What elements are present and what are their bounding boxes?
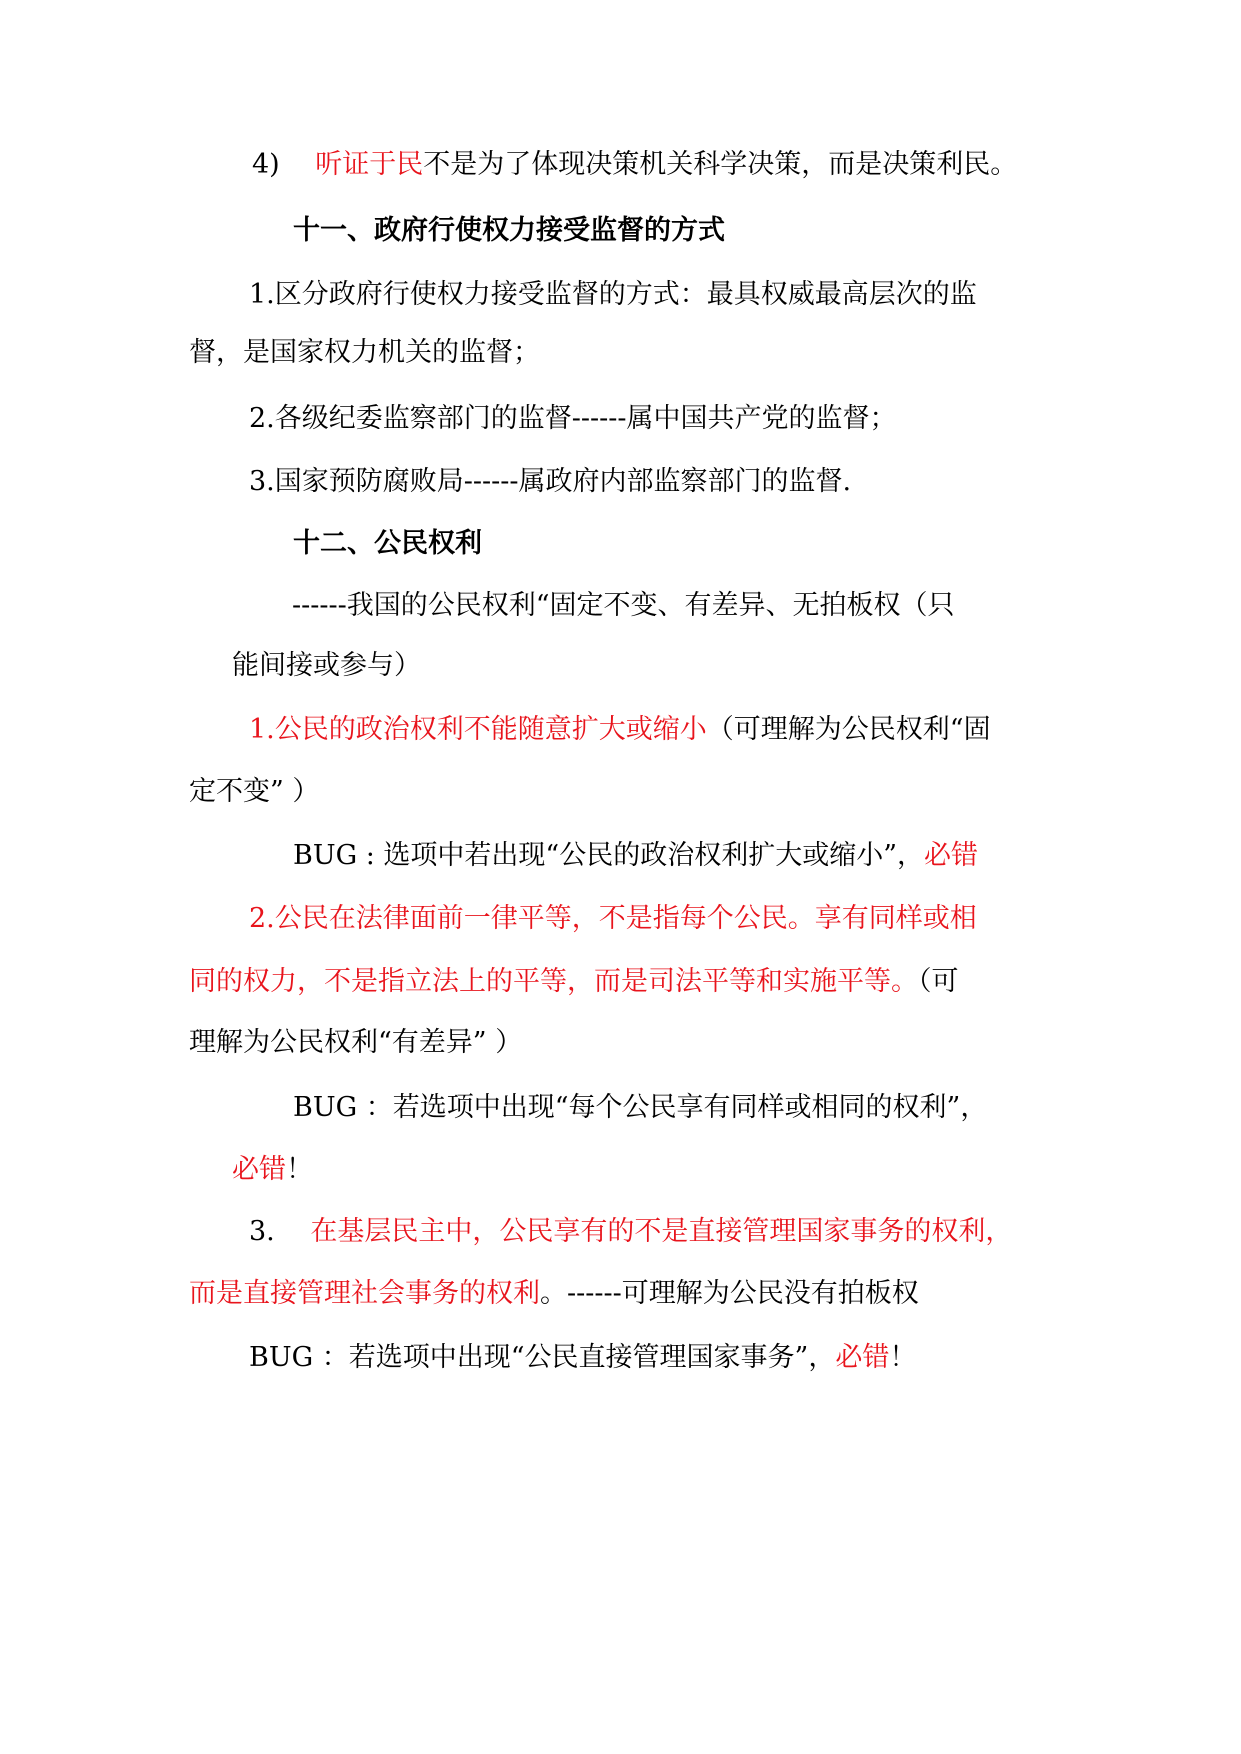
text-line (189, 1277, 919, 1311)
text-run: 。------可理解为公民没有拍板权 (540, 1278, 919, 1309)
text-run: 1.区分政府行使权力接受监督的方式：最具权威最高层次的监 (249, 279, 977, 310)
text-line (189, 775, 319, 809)
text-run: BUG ：若选项中出现“每个公民享有同样或相同的权利”， (293, 1092, 988, 1123)
section-heading (293, 527, 482, 561)
section-heading (293, 214, 725, 248)
text-line (293, 839, 978, 873)
highlight-text: 1.公民的政治权利不能随意扩大或缩小 (249, 714, 707, 745)
text-run: 十二、公民权利 (293, 528, 482, 559)
text-run: 4) (252, 149, 316, 180)
text-run: 能间接或参与） (232, 650, 421, 681)
text-run: ！ (889, 1342, 917, 1373)
text-run: 督，是国家权力机关的监督； (189, 337, 540, 368)
highlight-text: 而是直接管理社会事务的权利 (189, 1278, 540, 1309)
text-run: 定不变” ） (189, 776, 320, 807)
text-run: BUG : 选项中若出现“公民的政治权利扩大或缩小”， (293, 840, 925, 871)
text-line (189, 336, 540, 370)
text-line (232, 649, 421, 683)
text-line (252, 148, 1017, 182)
text-run: （可 (918, 966, 959, 997)
text-line (249, 902, 977, 936)
text-run: ------我国的公民权利“固定不变、有差异、无拍板权（只 (292, 590, 955, 621)
text-run: 2.各级纪委监察部门的监督------属中国共产党的监督； (249, 403, 897, 434)
text-line (249, 713, 991, 747)
highlight-text: 同的权力，不是指立法上的平等，而是司法平等和实施平等。 (189, 966, 918, 997)
text-line (249, 1215, 1012, 1249)
text-run: （可理解为公民权利“固 (706, 714, 991, 745)
text-line (249, 1341, 916, 1375)
highlight-text: 在基层民主中，公民享有的不是直接管理国家事务的权利， (310, 1216, 1013, 1247)
text-line (249, 278, 977, 312)
text-line (189, 965, 959, 999)
highlight-text: 2.公民在法律面前一律平等，不是指每个公民。享有同样或相 (249, 903, 977, 934)
text-run: 理解为公民权利“有差异” ） (189, 1027, 523, 1058)
text-run: ！ (286, 1154, 313, 1185)
text-run: 不是为了体现决策机关科学决策，而是决策利民。 (423, 149, 1018, 180)
text-run: 3.国家预防腐败局------属政府内部监察部门的监督. (249, 466, 852, 497)
highlight-text: 听证于民 (315, 149, 424, 180)
highlight-text: 必错 (232, 1154, 286, 1185)
text-line (292, 589, 955, 623)
highlight-text: 必错 (835, 1342, 890, 1373)
highlight-text: 必错 (924, 840, 979, 871)
text-line (249, 402, 897, 436)
text-line (232, 1153, 313, 1187)
text-line (293, 1091, 987, 1125)
text-line (249, 465, 851, 499)
text-run: 十一、政府行使权力接受监督的方式 (293, 215, 725, 246)
text-run: 3. (249, 1216, 311, 1247)
text-run: BUG ：若选项中出现“公民直接管理国家事务”， (249, 1342, 836, 1373)
text-line (189, 1026, 522, 1060)
